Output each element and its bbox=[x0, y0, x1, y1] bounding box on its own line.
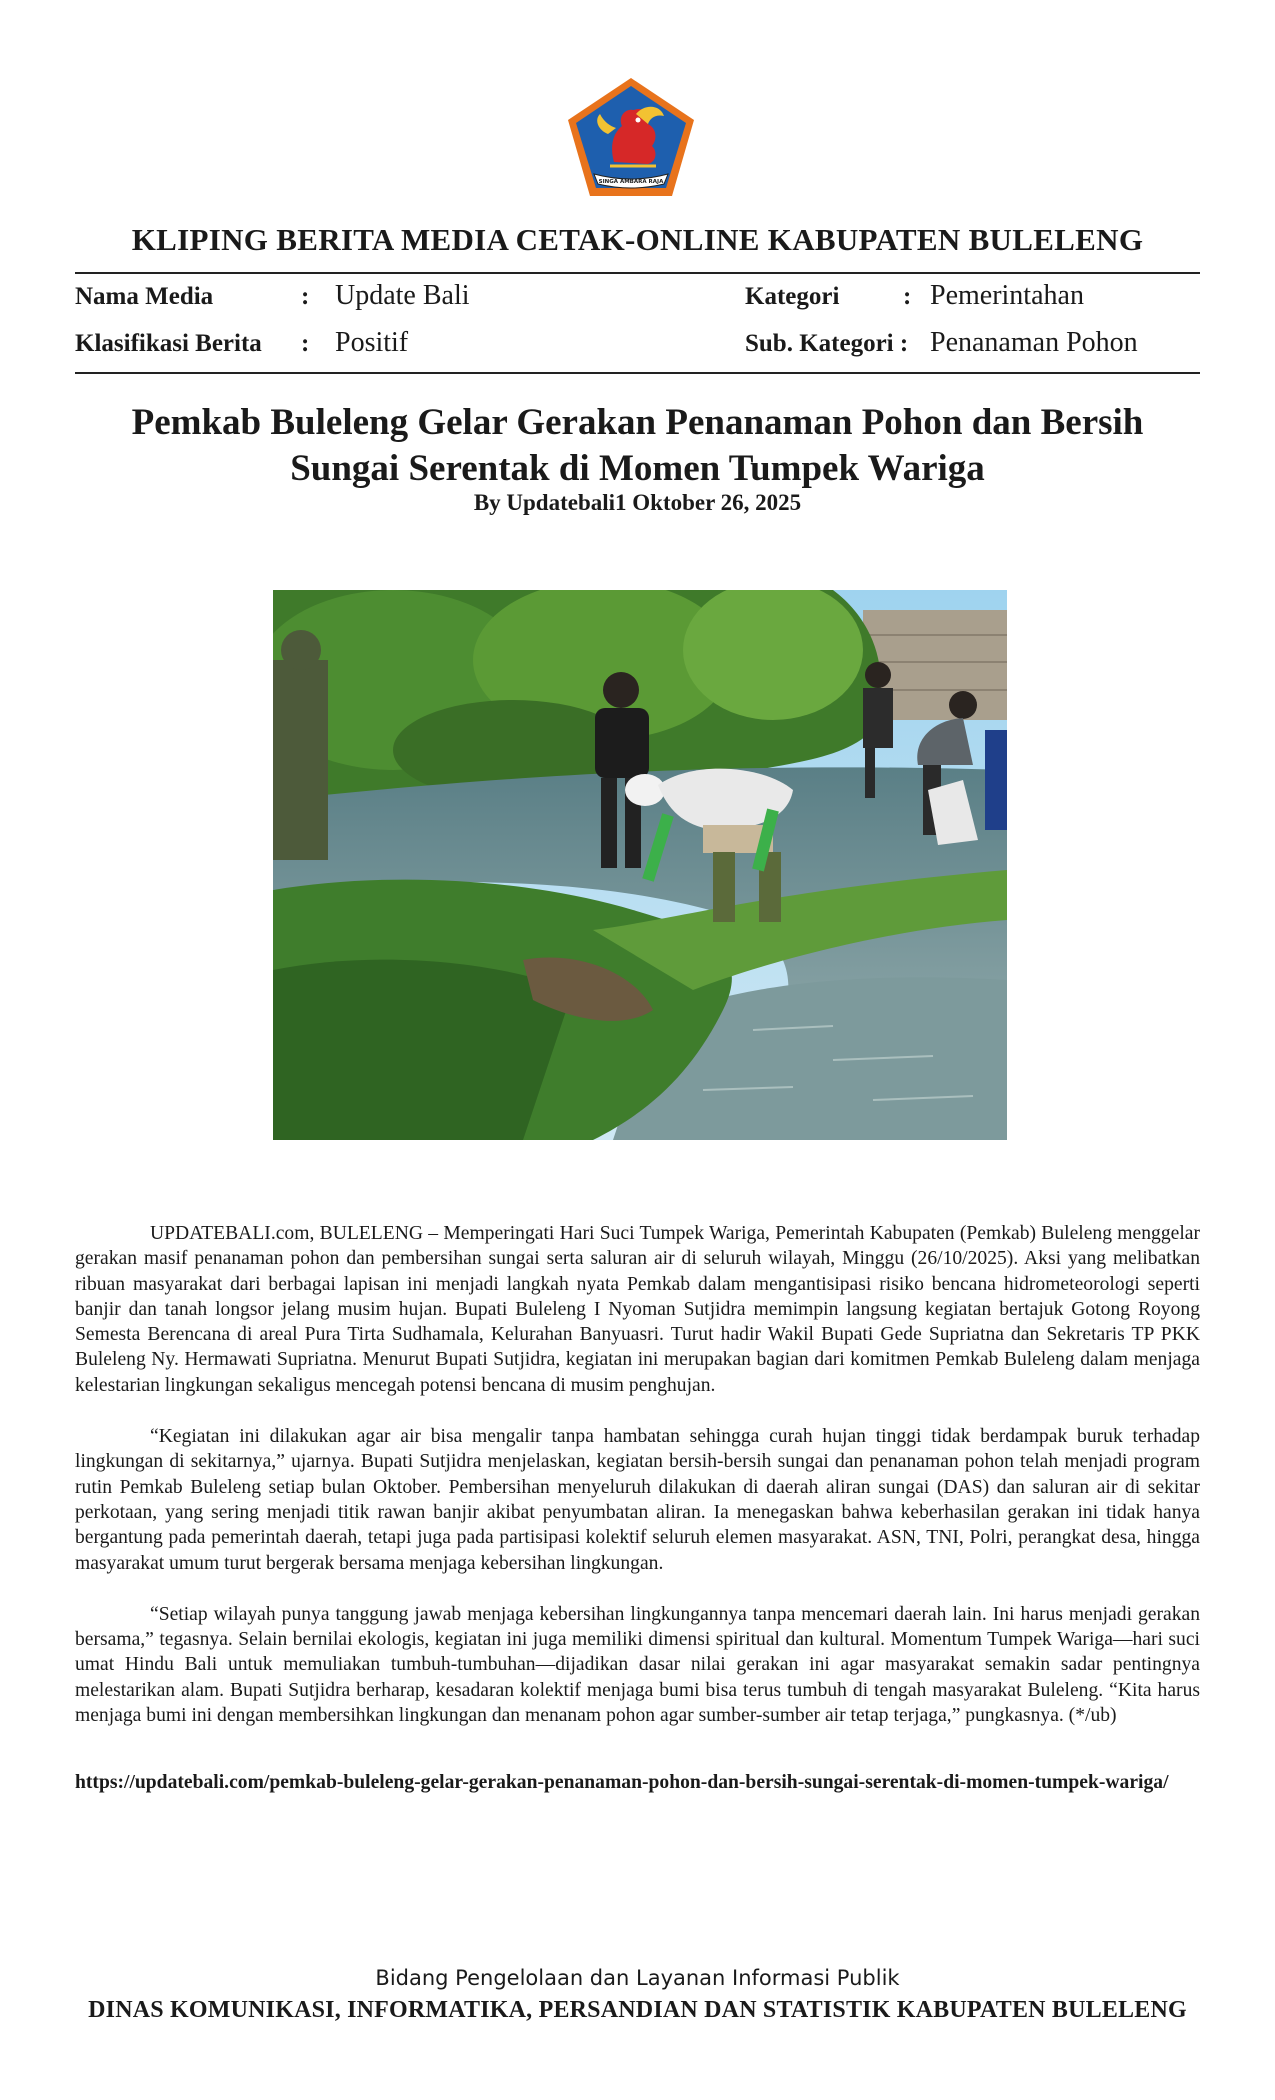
article-paragraph: “Setiap wilayah punya tanggung jawab menjaga kebersihan lingkungannya tanpa mencemari daerah lain. Ini harus menjadi gerakan bersama,” tegasnya. Selain bernilai ekologis, kegiatan ini juga memiliki dimensi spiritual dan kultural. Momentum Tumpek Wariga—hari suci umat Hindu Bali untuk memuliakan tumbuh-tumbuhan—dijadikan dasar nilai gerakan ini agar masyarakat semakin sadar pentingnya melestarikan alam. Bupati Sutjidra berharap, kesadaran kolektif menjaga bumi bisa terus tumbuh di tengah masyarakat Buleleng. “Kita harus menjaga bumi ini dengan membersihkan lingkungan dan menanam pohon agar sumber-sumber air tetap terjaga,” pungkasnya. (*/ub) bbox=[75, 1603, 1200, 1727]
article-body bbox=[75, 1221, 1200, 1754]
buleleng-emblem-logo bbox=[564, 74, 698, 200]
nama-media-value: Update Bali bbox=[335, 280, 470, 311]
river-cleanup-photo-icon bbox=[273, 590, 1007, 1140]
kategori-value: Pemerintahan bbox=[930, 280, 1084, 311]
klasifikasi-berita-label: Klasifikasi Berita bbox=[75, 330, 262, 357]
logo-motto: SINGA AMBARA RAJA bbox=[598, 179, 664, 185]
article-photo bbox=[273, 590, 1007, 1140]
article-paragraph: UPDATEBALI.com, BULELENG – Memperingati Hari Suci Tumpek Wariga, Pemerintah Kabupaten (Pemkab) Buleleng menggelar gerakan masif penanaman pohon dan pembersihan sungai serta saluran air di seluruh wilayah, Minggu (26/10/2025). Aksi yang melibatkan ribuan masyarakat dari berbagai lapisan ini menjadi langkah nyata Pemkab dalam mengantisipasi risiko bencana hidrometeorologi seperti banjir dan tanah longsor jelang musim hujan. Bupati Buleleng I Nyoman Sutjidra memimpin langsung kegiatan bertajuk Gotong Royong Semesta Berencana di areal Pura Tirta Sudhamala, Kelurahan Banyuasri. Turut hadir Wakil Bupati Gede Supriatna dan Sekretaris TP PKK Buleleng Ny. Hermawati Supriatna. Menurut Bupati Sutjidra, kegiatan ini merupakan bagian dari komitmen Pemkab Buleleng dalam menjaga kelestarian lingkungan sekaligus mencegah potensi bencana di musim penghujan. bbox=[75, 1223, 1200, 1396]
nama-media-colon: : bbox=[301, 283, 310, 310]
header-divider-bottom bbox=[75, 372, 1200, 374]
klasifikasi-berita-colon: : bbox=[301, 330, 310, 357]
klasifikasi-berita-value: Positif bbox=[335, 327, 409, 358]
header-divider-top bbox=[75, 272, 1200, 274]
kategori-colon: : bbox=[903, 283, 912, 310]
article-byline: By Updatebali1 Oktober 26, 2025 bbox=[473, 490, 802, 515]
footer-agency: DINAS KOMUNIKASI, INFORMATIKA, PERSANDIAN DAN STATISTIK KABUPATEN BULELENG bbox=[88, 1997, 1187, 2023]
footer-department: Bidang Pengelolaan dan Layanan Informasi Publik bbox=[375, 1966, 900, 1990]
source-url-link[interactable]: https://updatebali.com/pemkab-buleleng-gelar-gerakan-penanaman-pohon-dan-bersih-sungai-serentak-di-momen-tumpek-wariga/ bbox=[75, 1772, 1169, 1793]
sub-kategori-label: Sub. Kategori : bbox=[745, 330, 909, 357]
nama-media-label: Nama Media bbox=[75, 283, 214, 310]
sub-kategori-value: Penanaman Pohon bbox=[930, 327, 1138, 358]
clipping-header-title: KLIPING BERITA MEDIA CETAK-ONLINE KABUPATEN BULELENG bbox=[131, 222, 1144, 257]
article-paragraph: “Kegiatan ini dilakukan agar air bisa mengalir tanpa hambatan sehingga curah hujan tinggi tidak berdampak buruk terhadap lingkungan di sekitarnya,” ujarnya. Bupati Sutjidra menjelaskan, kegiatan bersih-bersih sungai dan penanaman pohon telah menjadi program rutin Pemkab Buleleng setiap bulan Oktober. Pembersihan menyeluruh dilakukan di daerah aliran sungai (DAS) dan saluran air di sekitar perkotaan, yang sering menjadi titik rawan banjir akibat penyumbatan aliran. Ia menegaskan bahwa keberhasilan gerakan ini tidak hanya bergantung pada pemerintah daerah, tetapi juga pada partisipasi kolektif seluruh elemen masyarakat. ASN, TNI, Polri, perangkat desa, hingga masyarakat umum turut bergerak bersama menjaga kebersihan lingkungan. bbox=[75, 1426, 1200, 1574]
kategori-label: Kategori bbox=[745, 283, 840, 310]
emblem-icon bbox=[564, 74, 698, 200]
article-title: Pemkab Buleleng Gelar Gerakan Penanaman Pohon dan Bersih Sungai Serentak di Momen Tumpek Wariga bbox=[131, 402, 1144, 489]
